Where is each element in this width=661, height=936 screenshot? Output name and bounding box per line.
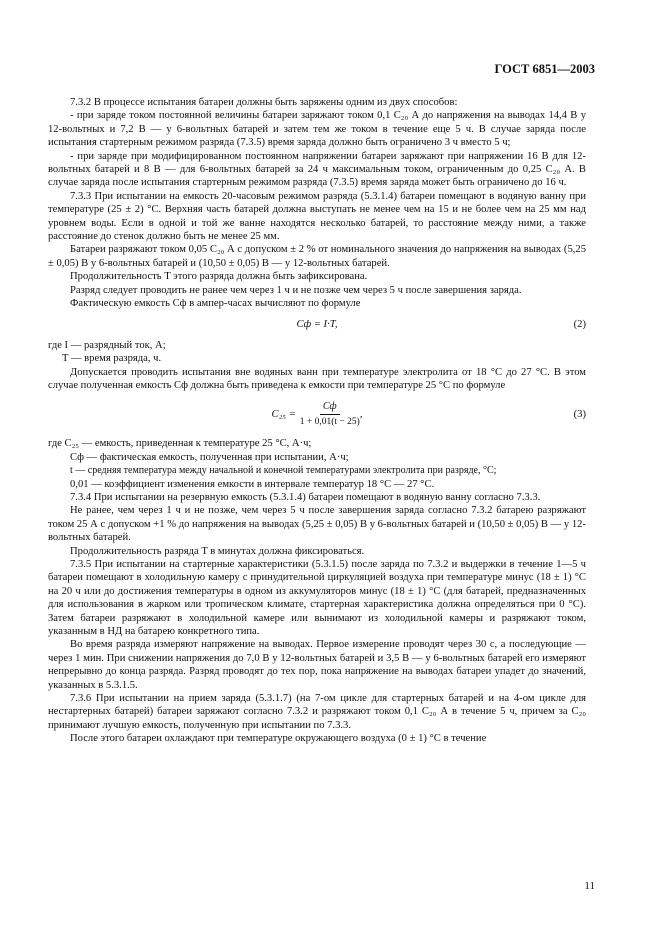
section-7-3-6-paragraph-1: 7.3.6 При испытании на прием заряда (5.3.1.7) (на 7-ом цикле для стартерных батарей и на 4-ом цикле для нестартерных батарей) батареи заряжают согласно 7.3.2 и разряжают током 0,1 C₂₀ А в течение 5 ч, причем за C₂₀ принимают лучшую емкость, полученную при испытании по 7.3.3. [48, 693, 586, 731]
formula-3-fraction [300, 400, 360, 430]
where-2-coefficient: 0,01 — коэффициент изменения емкости в интервале температур 18 °С — 27 °С. [70, 478, 435, 490]
section-7-3-3-paragraph-5: Фактическую емкость Cф в ампер-часах вычисляют по формуле [70, 298, 361, 310]
where-2-c25: где C₂₅ — емкость, приведенная к температуре 25 °С, А·ч; [48, 438, 312, 450]
formula-3-numerator: Cф [320, 400, 340, 415]
section-7-3-3-paragraph-2: Батареи разряжают током 0,05 C₂₀ А с допуском ± 2 % от номинального значения до напряжения на выводах (5,25 ± 0,05) В у 6-вольтных батарей и (10,50 ± 0,05) В — у 12-вольтных батарей. [48, 244, 586, 269]
section-7-3-3-paragraph-3: Продолжительность T этого разряда должна быть зафиксирована. [70, 271, 368, 283]
where-1-time: T — время разряда, ч. [62, 353, 162, 365]
section-7-3-6-paragraph-2: После этого батареи охлаждают при температуре окружающего воздуха (0 ± 1) °С в течение [70, 733, 487, 745]
formula-3-number: (3) [573, 408, 586, 420]
formula-3-lhs: C₂₅ = [271, 408, 296, 420]
section-7-3-4-paragraph-2: Не ранее, чем через 1 ч и не позже, чем через 5 ч после завершения заряда согласно 7.3.2 батарею разряжают током 25 А с допуском +1 % до напряжения на выводах (5,25 ± 0,05) В у 6-вольтных батарей и (10,50 ± 0,05) В — у 12-вольтных батарей. [48, 505, 586, 544]
section-7-3-2-intro: 7.3.2 В процессе испытания батареи должны быть заряжены одним из двух способов: [70, 97, 458, 108]
document-body [48, 96, 586, 746]
section-7-3-2-bullet-constant-current: - при заряде током постоянной величины батареи заряжают током 0,1 C₂₀ А до напряжения на выводах 14,4 В у 12-вольтных и 7,2 В — у 6-вольтных батарей и затем тем же током в течение еще 5 ч. В случае заряда после испытания стартерным режимом разряда (7.3.5) время заряда должно быть ограничено 3 ч вместо 5 ч; [48, 110, 586, 149]
formula-2-lhs: Cф [296, 318, 312, 330]
where-2-t: t — средняя температура между начальной и конечной температурами электролита при разряде, °С; [70, 465, 497, 477]
section-7-3-5-paragraph-1: 7.3.5 При испытании на стартерные характеристики (5.3.1.5) после заряда по 7.3.2 и выдержки в течение 1—5 ч батареи помещают в холодильную камеру с принудительной циркуляцией воздуха при температуре минус (18 ± 1) °С на 20 ч или до достижения температуры в одном из аккумуляторов минус (18 ± 1) °С (для батарей, предназначенных для использования в жарком или тропическом климате, стартерная характеристика должна определяться при 0 °С). Затем батареи разряжают в холодильной камере или вынимают из холодильной камеры и разряжают током, указанным в НД на батарею конкретного типа. [48, 559, 586, 638]
section-7-3-4-paragraph-1: 7.3.4 При испытании на резервную емкость (5.3.1.4) батареи помещают в водяную ванну согласно 7.3.3. [70, 491, 541, 503]
formula-3 [48, 400, 586, 430]
formula-3-denominator: 1 + 0,01(t − 25) [299, 416, 360, 427]
where-2-cf: Cф — фактическая емкость, полученная при испытании, А·ч; [70, 451, 349, 463]
formula-2 [48, 318, 586, 331]
section-7-3-2-bullet-modified-voltage: - при заряде при модифицированном постоянном напряжении батареи заряжают при напряжении 16 В для 12-вольтных батарей и 8 В — для 6-вольтных батарей за 24 ч максимальным током, ограниченным до 0,25 C₂₀ А. В случае заряда после испытания стартерным режимом разряда (7.3.5) время заряда может быть ограничено до 16 ч. [48, 150, 586, 189]
section-7-3-3-paragraph-4: Разряд следует проводить не ранее чем через 1 ч и не позже чем через 5 ч после завершения заряда. [70, 284, 522, 296]
formula-2-number: (2) [573, 318, 586, 330]
section-7-3-3-paragraph-1: 7.3.3 При испытании на емкость 20-часовым режимом разряда (5.3.1.4) батареи помещают в водяную ванну при температуре (25 ± 2) °С. Верхняя часть батарей должна выступать не менее чем на 15 и не более чем на 25 мм над уровнем воды. Если в одной и той же ванне находятся несколько батарей, то расстояние между ними, а также расстояние до стенок должно быть не менее 25 мм. [48, 190, 586, 243]
section-7-3-3-paragraph-6: Допускается проводить испытания вне водяных ванн при температуре электролита от 18 °С до 27 °С. В этом случае полученная емкость Cф должна быть приведена к емкости при температуре 25 °С по формуле [48, 366, 586, 392]
section-7-3-5-paragraph-2: Во время разряда измеряют напряжение на выводах. Первое измерение проводят через 30 с, а последующие — через 1 мин. При снижении напряжения до 7,0 В у 12-вольтных батарей и 3,5 В — у 6-вольтных батарей его измеряют непрерывно до конца разряда. Разряд проводят до тех пор, пока напряжение на выводах батареи упадет до значений, указанных в 5.3.1.5. [48, 639, 586, 691]
page-number: 11 [584, 880, 595, 892]
formula-3-tail: , [359, 408, 363, 420]
formula-2-rhs: = I·T, [313, 318, 338, 330]
standard-id-header: ГОСТ 6851—2003 [494, 62, 595, 76]
where-1-current: где I — разрядный ток, А; [48, 339, 166, 351]
section-7-3-4-paragraph-3: Продолжительность разряда T в минутах должна фиксироваться. [70, 545, 365, 557]
